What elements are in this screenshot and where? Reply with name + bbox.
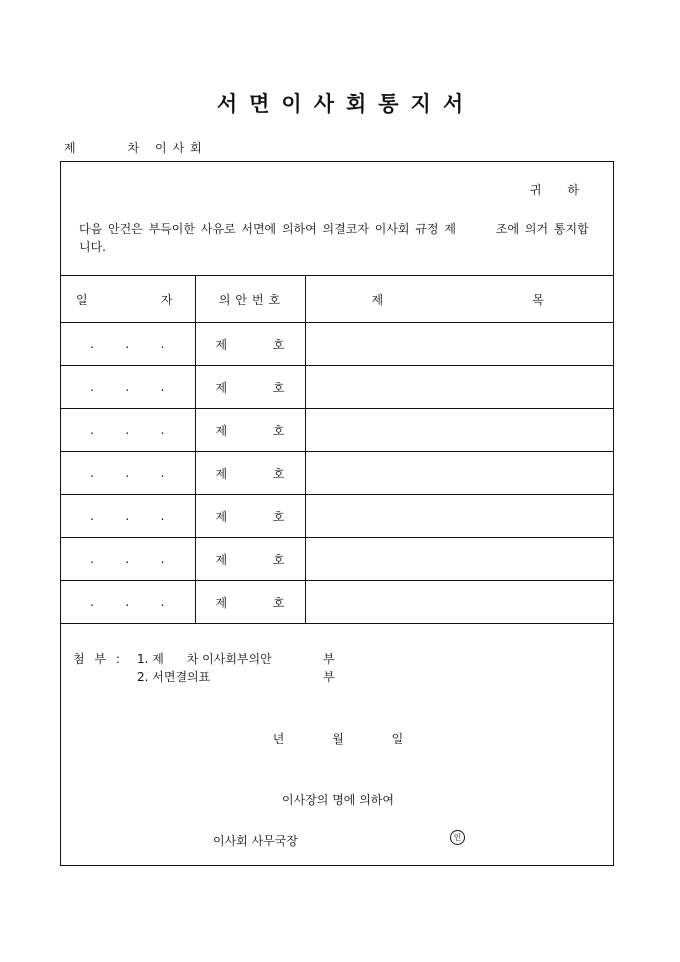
agenda-no-prefix: 제: [215, 337, 228, 352]
agenda-no-prefix: 제: [215, 595, 228, 610]
header-title: [305, 276, 614, 323]
date-mark: .: [90, 509, 94, 523]
date-mark: .: [160, 552, 165, 566]
addressee-honorific-2: 하: [567, 183, 579, 197]
agenda-no-prefix: 제: [215, 466, 228, 481]
date-mark: .: [160, 337, 165, 351]
meeting-suffix: 차 이사회: [127, 141, 208, 155]
agenda-no-suffix: 호: [272, 423, 285, 438]
authority-text: 이사장의 명에 의하여: [282, 793, 394, 807]
agenda-no-prefix: 제: [215, 552, 228, 567]
header-agenda-no-label: 의안번호: [218, 292, 286, 307]
row-title-cell[interactable]: [305, 538, 614, 581]
table-row: [60, 366, 614, 409]
row-agenda-no-cell[interactable]: [195, 452, 305, 495]
attachments-label: 첨 부 :: [73, 652, 123, 666]
date-mark: .: [90, 595, 94, 609]
agenda-no-suffix: 호: [272, 595, 285, 610]
row-agenda-no-cell[interactable]: [195, 409, 305, 452]
date-mark: .: [125, 509, 130, 523]
header-date: [60, 276, 195, 323]
attachment-text: 2. 서면결의표: [137, 670, 211, 684]
header-agenda-no: [195, 276, 305, 323]
date-month: 월: [332, 732, 344, 746]
row-title-cell[interactable]: [305, 409, 614, 452]
date-mark: .: [160, 466, 165, 480]
header-date-char-1: 일: [76, 292, 88, 307]
date-mark: .: [160, 423, 165, 437]
date-year: 년: [272, 732, 285, 746]
date-mark: .: [160, 380, 165, 394]
attachment-item: [73, 668, 335, 686]
table-row: [60, 323, 614, 366]
row-title-cell[interactable]: [305, 323, 614, 366]
row-date-cell[interactable]: [60, 538, 195, 581]
date-mark: .: [90, 337, 94, 351]
row-agenda-no-cell[interactable]: [195, 538, 305, 581]
row-date-cell[interactable]: [60, 323, 195, 366]
table-row: [60, 538, 614, 581]
notice-text-before: 다음 안건은 부득이한 사유로 서면에 의하여 의결코자 이사회 규정 제: [79, 222, 456, 236]
date-mark: .: [160, 509, 165, 523]
table-row: [60, 495, 614, 538]
date-mark: .: [125, 552, 130, 566]
notice-text-after: 조에 의거 통지합니다.: [79, 222, 589, 254]
date-mark: .: [90, 552, 94, 566]
agenda-no-prefix: 제: [215, 380, 228, 395]
header-date-char-2: 자: [160, 292, 173, 307]
table-header-row: [60, 276, 614, 323]
row-title-cell[interactable]: [305, 581, 614, 624]
attachment-text: 1. 제 차 이사회부의안: [137, 652, 272, 666]
table-row: [60, 409, 614, 452]
row-agenda-no-cell[interactable]: [195, 366, 305, 409]
attachments-block: [73, 650, 335, 686]
agenda-no-suffix: 호: [272, 380, 285, 395]
agenda-no-prefix: 제: [215, 423, 228, 438]
date-day: 일: [391, 732, 404, 746]
row-title-cell[interactable]: [305, 495, 614, 538]
date-mark: .: [90, 423, 94, 437]
date-mark: .: [90, 466, 94, 480]
date-mark: .: [125, 466, 130, 480]
agenda-no-suffix: 호: [272, 337, 285, 352]
row-date-cell[interactable]: [60, 452, 195, 495]
header-title-char-1: 제: [371, 292, 384, 307]
row-agenda-no-cell[interactable]: [195, 323, 305, 366]
table-row: [60, 452, 614, 495]
row-date-cell[interactable]: [60, 366, 195, 409]
seal-mark-icon: 인: [450, 830, 465, 845]
date-mark: .: [125, 337, 130, 351]
agenda-no-suffix: 호: [272, 466, 285, 481]
addressee-line: [530, 181, 579, 198]
attachment-unit: 부: [323, 652, 335, 666]
row-date-cell[interactable]: [60, 581, 195, 624]
date-mark: .: [90, 380, 94, 394]
attachment-item: [73, 650, 335, 668]
table-row: [60, 581, 614, 624]
meeting-prefix: 제: [64, 141, 76, 155]
date-mark: .: [125, 595, 130, 609]
signer-title: 이사회 사무국장: [213, 834, 298, 848]
date-mark: .: [125, 380, 130, 394]
row-date-cell[interactable]: [60, 495, 195, 538]
agenda-no-suffix: 호: [272, 552, 285, 567]
document-title: 서면이사회통지서: [216, 91, 476, 116]
row-title-cell[interactable]: [305, 452, 614, 495]
notice-text: [79, 220, 595, 256]
agenda-table: [60, 275, 614, 624]
date-mark: .: [160, 595, 165, 609]
agenda-no-prefix: 제: [215, 509, 228, 524]
date-mark: .: [125, 423, 130, 437]
agenda-no-suffix: 호: [272, 509, 285, 524]
row-agenda-no-cell[interactable]: [195, 495, 305, 538]
header-title-char-2: 목: [532, 292, 544, 307]
row-title-cell[interactable]: [305, 366, 614, 409]
row-agenda-no-cell[interactable]: [195, 581, 305, 624]
meeting-number-line: [64, 139, 208, 156]
row-date-cell[interactable]: [60, 409, 195, 452]
notice-frame: [60, 161, 614, 866]
addressee-honorific-1: 귀: [529, 183, 542, 197]
attachment-unit: 부: [323, 670, 335, 684]
date-line: [61, 730, 615, 747]
